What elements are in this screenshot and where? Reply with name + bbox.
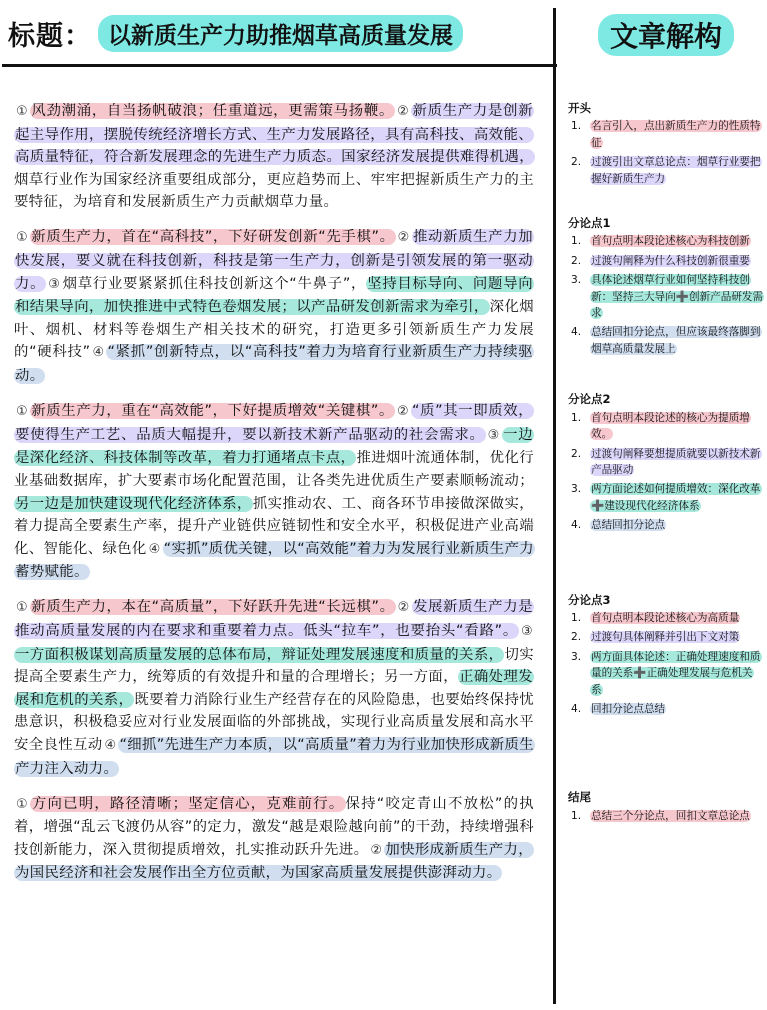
outline-item bbox=[568, 808, 764, 824]
outline-item-text: 过渡句阐释为什么科技创新很重要 bbox=[591, 254, 750, 267]
outline-item-text: 首句点明本段论述的核心为提质增效。 bbox=[591, 411, 750, 441]
highlighted-text: 方向已明，路径清晰；坚定信心，克难前行。 bbox=[31, 795, 345, 812]
outline-list bbox=[568, 118, 764, 187]
point-number-marker: ① bbox=[15, 404, 28, 420]
point-number-marker: ② bbox=[397, 230, 410, 246]
title-label: 标题： bbox=[8, 20, 92, 52]
outline-section-title: 结尾 bbox=[568, 790, 591, 805]
body-text: 切实提高全要素生产力，统筹质的有效提升和量的合理增长；另一方面， bbox=[14, 646, 534, 686]
outline-item-text: 总结回扣分论点 bbox=[591, 519, 666, 532]
structure-panel-title: 文章解构 bbox=[598, 14, 734, 56]
point-number-marker: ② bbox=[397, 600, 410, 616]
article-paragraph bbox=[14, 226, 534, 387]
outline-item bbox=[568, 410, 764, 443]
body-text: 既要着力消除行业生产经营存在的风险隐患，也要始终保持忧患意识，积极稳妥应对行业发展面临的外部挑战，实现行业高质量发展和高水平安全良性互动 bbox=[14, 691, 534, 753]
outline-item bbox=[568, 272, 764, 321]
outline-item-text: 首句点明本段论述核心为高质量 bbox=[591, 611, 740, 624]
outline-list bbox=[568, 610, 764, 717]
outline-list bbox=[568, 410, 764, 534]
outline-item bbox=[568, 610, 764, 626]
outline-item-number: 1. bbox=[571, 235, 582, 248]
column-divider bbox=[553, 8, 556, 1004]
outline-section bbox=[568, 789, 764, 824]
outline-item bbox=[568, 118, 764, 151]
outline-item-number: 3. bbox=[571, 483, 582, 496]
outline-item bbox=[568, 649, 764, 698]
highlighted-text: 风劲潮涌，自当扬帆破浪；任重道远，更需策马扬鞭。 bbox=[31, 103, 395, 119]
outline-list bbox=[568, 808, 764, 824]
point-number-marker: ③ bbox=[520, 623, 533, 639]
outline-item bbox=[568, 154, 764, 187]
outline-item-number: 3. bbox=[571, 274, 582, 287]
outline-item-text: 总结三个分论点，回扣文章总论点 bbox=[591, 809, 750, 822]
outline-item-text: 名言引入，点出新质生产力的性质特征 bbox=[591, 120, 761, 149]
outline-item-number: 2. bbox=[571, 631, 582, 644]
body-text: 深化烟叶、烟机、材料等卷烟生产相关技术的研究，打造更多引领新质生产力发展的“硬科技” bbox=[14, 299, 534, 361]
article-body bbox=[14, 100, 534, 898]
outline-item-text: 总结回扣分论点，但应该最终落脚到烟草高质量发展上 bbox=[591, 326, 761, 355]
outline-item-text: 首句点明本段论述核心为科技创新 bbox=[591, 235, 750, 248]
outline-item-number: 4. bbox=[571, 326, 582, 339]
highlighted-text: 另一边是加快建设现代化经济体系， bbox=[15, 495, 252, 512]
outline-section-title: 分论点3 bbox=[568, 592, 611, 607]
outline-item-number: 2. bbox=[571, 156, 582, 169]
outline-item-text: 具体论述烟草行业如何坚持科技创新：坚持三大导向➕创新产品研发需求 bbox=[591, 274, 764, 320]
point-number-marker: ③ bbox=[487, 427, 500, 443]
highlighted-text: 正确处理发展和危机的关系， bbox=[15, 669, 533, 708]
highlighted-text: 新质生产力，重在“高效能”，下好提质增效“关键棋”。 bbox=[31, 403, 394, 420]
article-paragraph bbox=[14, 400, 534, 584]
outline-item-text: 两方面论述如何提质增效：深化改革➕建设现代化经济体系 bbox=[591, 483, 761, 512]
header-divider bbox=[2, 64, 557, 67]
highlighted-text: 新质生产力，首在“高科技”，下好研发创新“先手棋”。 bbox=[31, 229, 395, 246]
body-text: 烟草行业要紧紧抓住科技创新这个“牛鼻子”， bbox=[62, 275, 367, 292]
highlighted-text: 新质生产力，本在“高质量”，下好跃升先进“长远棋”。 bbox=[31, 599, 395, 616]
point-number-marker: ④ bbox=[148, 541, 161, 557]
point-number-marker: ④ bbox=[104, 737, 117, 753]
highlighted-text: 加快形成新质生产力，为国民经济和社会发展作出全方位贡献，为国家高质量发展提供澎湃动力。 bbox=[15, 841, 533, 882]
body-text: 抓实推动农、工、商各环节串接做深做实，着力提高全要素生产率，提升产业链供应链韧性和安全水平，积极促进产业高端化、智能化、绿色化 bbox=[14, 495, 534, 557]
outline-item-text: 过渡引出文章总论点：烟草行业要把握好新质生产力 bbox=[591, 156, 761, 185]
outline-item-number: 1. bbox=[571, 809, 582, 822]
outline-section bbox=[568, 100, 764, 187]
highlighted-text: 推动新质生产力加快发展，要义就在科技创新，科技是第一生产力，创新是引领发展的第一驱动力。 bbox=[15, 229, 533, 292]
highlighted-text: “实抓”质优关键，以“高效能”着力为发展行业新质生产力蓄势赋能。 bbox=[15, 540, 534, 581]
outline-section bbox=[568, 592, 764, 718]
highlighted-text: 发展新质生产力是推动高质量发展的内在要求和重要着力点。低头“拉车”，也要抬头“看路”。 bbox=[15, 599, 533, 639]
outline-item-number: 1. bbox=[571, 611, 582, 624]
outline-section-title: 开头 bbox=[568, 101, 591, 115]
outline-item bbox=[568, 629, 764, 645]
outline-item-text: 两方面具体论述：正确处理速度和质量的关系➕正确处理发展与危机关系 bbox=[591, 650, 761, 696]
point-number-marker: ① bbox=[15, 796, 28, 812]
point-number-marker: ① bbox=[15, 230, 28, 246]
outline-section-title: 分论点1 bbox=[568, 216, 611, 231]
highlighted-text: “紧抓”创新特点，以“高科技”着力为培育行业新质生产力持续驱动。 bbox=[15, 344, 533, 385]
body-text: 推进烟叶流通体制，优化行业基础数据库，扩大要素市场化配置范围，让各类先进优质生产要素顺畅流动； bbox=[14, 450, 534, 489]
body-text: 烟草行业作为国家经济重要组成部分，更应趋势而上、牢牢把握新质生产力的主要特征，为培育和发展新质生产力贡献烟草力量。 bbox=[14, 171, 534, 211]
point-number-marker: ② bbox=[397, 104, 410, 119]
highlighted-text: 坚持目标导向、问题导向和结果导向，加快推进中式特色卷烟发展；以产品研发创新需求为牵引， bbox=[15, 275, 533, 316]
highlighted-text: 新质生产力是创新起主导作用，摆脱传统经济增长方式、生产力发展路径，具有高科技、高效能、高质量特征，符合新发展理念的先进生产力质态。国家经济发展提供难得机遇， bbox=[15, 103, 534, 166]
outline-item-number: 1. bbox=[571, 411, 582, 424]
highlighted-text: “质”其一即质效，要使得生产工艺、品质大幅提升，要以新技术新产品驱动的社会需求。 bbox=[15, 403, 533, 443]
outline-item bbox=[568, 481, 764, 514]
outline-section bbox=[568, 215, 764, 357]
outline-list bbox=[568, 233, 764, 357]
outline-section-title: 分论点2 bbox=[568, 392, 611, 407]
outline-item bbox=[568, 446, 764, 479]
article-paragraph bbox=[14, 793, 534, 885]
highlighted-text: 一边是深化经济、科技体制等改革，着力打通堵点卡点， bbox=[15, 426, 533, 467]
outline-item-number: 1. bbox=[571, 120, 582, 133]
outline-item bbox=[568, 701, 764, 717]
article-paragraph bbox=[14, 100, 534, 214]
outline-item-text: 过渡句阐释要想提质就要以新技术新产品驱动 bbox=[591, 447, 761, 476]
outline-item-number: 3. bbox=[571, 650, 582, 663]
outline-item-text: 回扣分论点总结 bbox=[591, 702, 666, 715]
highlighted-text: 一方面积极谋划高质量发展的总体布局，辩证处理发展速度和质量的关系， bbox=[15, 646, 504, 663]
body-text: 保持“咬定青山不放松”的执着，增强“乱云飞渡仍从容”的定力，激发“越是艰险越向前”的干劲，持续增强科技创新能力，深入贯彻提质增效，扎实推动跃升先进。 bbox=[14, 795, 534, 858]
outline-item-number: 2. bbox=[571, 447, 582, 460]
point-number-marker: ① bbox=[15, 600, 28, 616]
article-paragraph bbox=[14, 596, 534, 780]
point-number-marker: ① bbox=[15, 104, 28, 119]
outline-item bbox=[568, 517, 764, 533]
outline-item-number: 2. bbox=[571, 254, 582, 267]
structure-outline bbox=[568, 100, 764, 827]
point-number-marker: ④ bbox=[92, 345, 105, 361]
point-number-marker: ② bbox=[396, 404, 409, 420]
highlighted-text: “细抓”先进生产力本质，以“高质量”着力为行业加快形成新质生产力注入动力。 bbox=[15, 736, 534, 777]
point-number-marker: ② bbox=[370, 842, 383, 858]
outline-item-number: 4. bbox=[571, 702, 582, 715]
outline-section bbox=[568, 391, 764, 533]
outline-item bbox=[568, 233, 764, 249]
point-number-marker: ③ bbox=[48, 276, 61, 292]
title-row bbox=[8, 12, 463, 54]
outline-item bbox=[568, 324, 764, 357]
outline-item bbox=[568, 253, 764, 269]
outline-item-number: 4. bbox=[571, 519, 582, 532]
article-title: 以新质生产力助推烟草高质量发展 bbox=[98, 15, 463, 52]
outline-item-text: 过渡句具体阐释并引出下文对策 bbox=[591, 631, 740, 644]
